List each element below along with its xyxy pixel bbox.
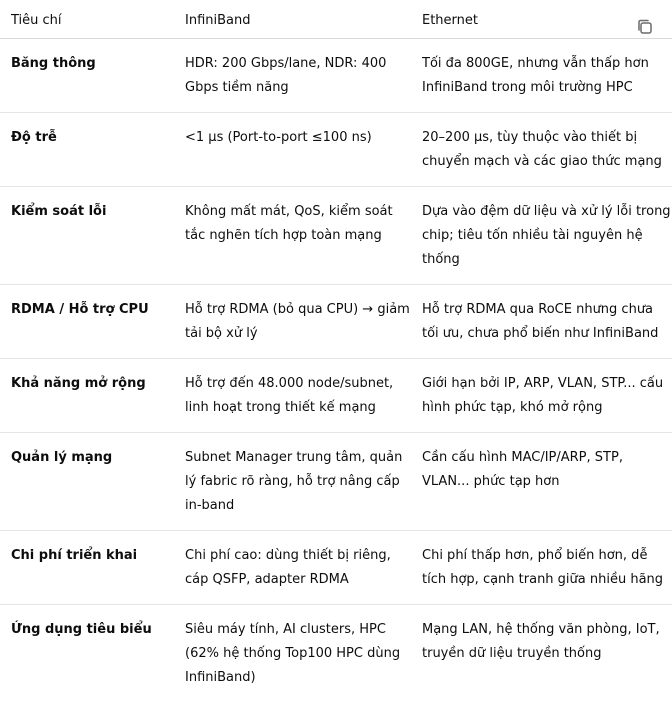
- criteria-cell: Băng thông: [0, 38, 175, 112]
- infiniband-cell: HDR: 200 Gbps/lane, NDR: 400 Gbps tiềm năng: [175, 38, 412, 112]
- infiniband-cell: <1 µs (Port-to-port ≤100 ns): [175, 112, 412, 186]
- criteria-cell: Độ trễ: [0, 112, 175, 186]
- header-criteria: Tiêu chí: [0, 0, 175, 38]
- header-ethernet: Ethernet: [412, 0, 672, 38]
- table-row: [0, 604, 672, 702]
- copy-icon: [634, 16, 656, 38]
- infiniband-cell: Subnet Manager trung tâm, quản lý fabric rõ ràng, hỗ trợ nâng cấp in-band: [175, 432, 412, 530]
- criteria-cell: Quản lý mạng: [0, 432, 175, 530]
- header-infiniband: InfiniBand: [175, 0, 412, 38]
- criteria-cell: Kiểm soát lỗi: [0, 186, 175, 284]
- table-row: [0, 358, 672, 432]
- criteria-cell: Khả năng mở rộng: [0, 358, 175, 432]
- infiniband-cell: Siêu máy tính, AI clusters, HPC (62% hệ thống Top100 HPC dùng InfiniBand): [185, 621, 401, 685]
- infiniband-cell: Hỗ trợ RDMA (bỏ qua CPU) → giảm tải bộ xử lý: [175, 284, 412, 358]
- infiniband-cell: Chi phí cao: dùng thiết bị riêng, cáp QSFP, adapter RDMA: [175, 530, 412, 604]
- ethernet-cell: Chi phí thấp hơn, phổ biến hơn, dễ tích hợp, cạnh tranh giữa nhiều hãng: [412, 530, 672, 604]
- criteria-cell: RDMA / Hỗ trợ CPU: [0, 284, 175, 358]
- table-row: [0, 38, 672, 112]
- ethernet-cell: Hỗ trợ RDMA qua RoCE nhưng chưa tối ưu, chưa phổ biến như InfiniBand: [412, 284, 672, 358]
- table-header: [0, 0, 672, 38]
- copy-table-button[interactable]: [634, 16, 656, 38]
- header-row: [0, 0, 672, 38]
- table-row: [0, 186, 672, 284]
- ethernet-cell: Mạng LAN, hệ thống văn phòng, IoT, truyền dữ liệu truyền thống: [422, 621, 660, 661]
- infiniband-cell: Hỗ trợ đến 48.000 node/subnet, linh hoạt trong thiết kế mạng: [175, 358, 412, 432]
- criteria-cell: Chi phí triển khai: [0, 530, 175, 604]
- table-row: [0, 432, 672, 530]
- table-body: [0, 38, 672, 702]
- criteria-cell: Ứng dụng tiêu biểu: [11, 621, 152, 637]
- ethernet-cell: Cần cấu hình MAC/IP/ARP, STP, VLAN... phức tạp hơn: [412, 432, 672, 530]
- ethernet-cell: Giới hạn bởi IP, ARP, VLAN, STP... cấu hình phức tạp, khó mở rộng: [412, 358, 672, 432]
- table-row: [0, 530, 672, 604]
- ethernet-cell: 20–200 µs, tùy thuộc vào thiết bị chuyển mạch và các giao thức mạng: [412, 112, 672, 186]
- ethernet-cell: Dựa vào đệm dữ liệu và xử lý lỗi trong chip; tiêu tốn nhiều tài nguyên hệ thống: [412, 186, 672, 284]
- table-row: [0, 284, 672, 358]
- ethernet-cell: Tối đa 800GE, nhưng vẫn thấp hơn InfiniBand trong môi trường HPC: [412, 38, 672, 112]
- table-row: [0, 112, 672, 186]
- infiniband-cell: Không mất mát, QoS, kiểm soát tắc nghẽn tích hợp toàn mạng: [175, 186, 412, 284]
